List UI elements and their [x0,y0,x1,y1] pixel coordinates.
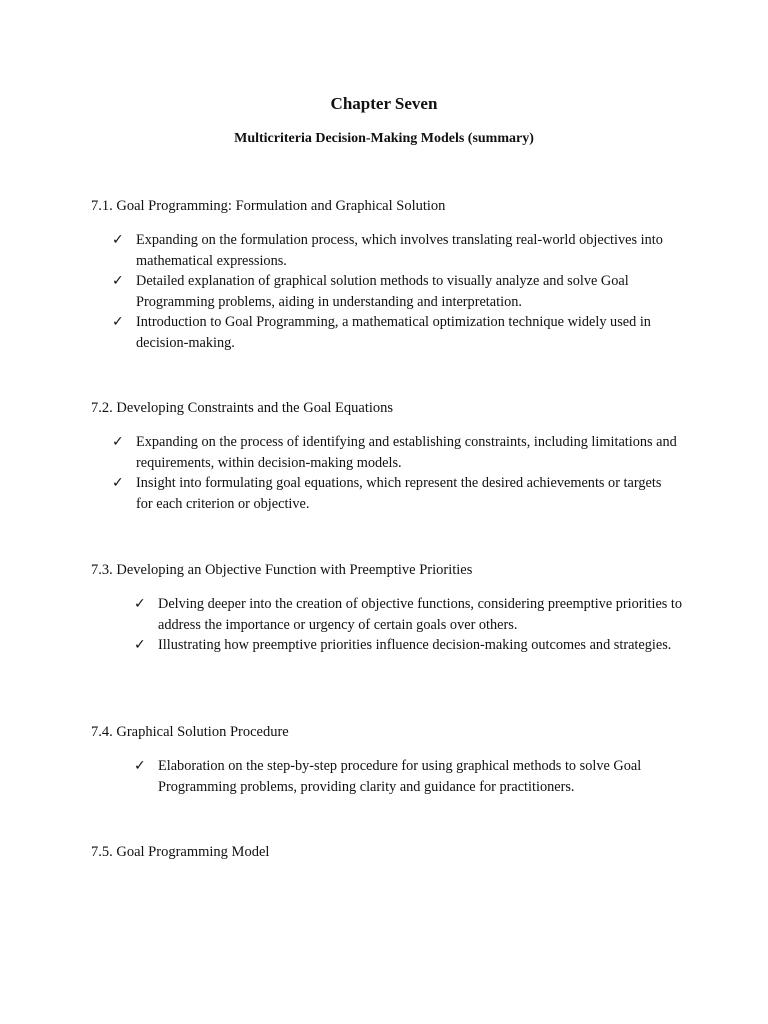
section-7-3 [91,561,691,656]
list-item [91,635,691,656]
section-7-2 [91,399,691,514]
list-item [91,230,681,271]
section-heading: 7.4. Graphical Solution Procedure [91,724,289,740]
checkmark-icon: ✓ [134,758,146,774]
section-7-1 [91,197,691,353]
checkmark-icon: ✓ [112,475,124,491]
chapter-title: Chapter Seven [330,94,438,113]
list-item [91,473,681,514]
section-heading: 7.5. Goal Programming Model [91,844,270,860]
bullet-list [91,594,691,656]
list-item [91,756,691,797]
section-7-4 [91,723,691,797]
list-item [91,432,681,473]
list-item-text: Insight into formulating goal equations, which represent the desired achievements or targets for each criterion or objective. [136,475,662,512]
list-item-text: Expanding on the process of identifying and establishing constraints, including limitations and requirements, within decision-making models. [136,434,677,471]
checkmark-icon: ✓ [112,232,124,248]
bullet-list [91,230,681,353]
list-item-text: Delving deeper into the creation of objective functions, considering preemptive priorities to address the importance or urgency of certain goals over others. [158,596,683,633]
section-heading: 7.3. Developing an Objective Function with Preemptive Priorities [91,562,473,578]
list-item-text: Expanding on the formulation process, which involves translating real-world objectives into mathematical expressions. [136,232,663,269]
list-item [91,594,691,635]
checkmark-icon: ✓ [112,273,124,289]
list-item [91,271,681,312]
list-item-text: Introduction to Goal Programming, a mathematical optimization technique widely used in decision-making. [136,314,651,351]
checkmark-icon: ✓ [134,596,146,612]
section-heading: 7.2. Developing Constraints and the Goal Equations [91,400,394,416]
list-item-text: Elaboration on the step-by-step procedure for using graphical methods to solve Goal Programming problems, providing clarity and guidance for practitioners. [158,758,642,795]
checkmark-icon: ✓ [134,637,146,653]
list-item [91,312,681,353]
bullet-list [91,432,681,514]
list-item-text: Illustrating how preemptive priorities influence decision-making outcomes and strategies. [158,637,672,653]
bullet-list [91,756,691,797]
section-heading: 7.1. Goal Programming: Formulation and Graphical Solution [91,198,446,214]
chapter-subtitle: Multicriteria Decision-Making Models (summary) [234,131,534,146]
section-7-5 [91,843,691,861]
checkmark-icon: ✓ [112,434,124,450]
list-item-text: Detailed explanation of graphical solution methods to visually analyze and solve Goal Programming problems, aiding in understanding and interpretation. [136,273,629,310]
checkmark-icon: ✓ [112,314,124,330]
